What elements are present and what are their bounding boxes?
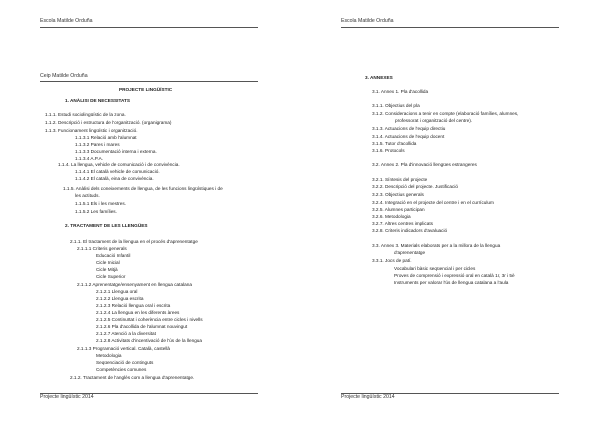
school-name: Ceip Matilde Orduña [40, 73, 88, 79]
page-footer: Projecte lingüístic 2014 [341, 394, 395, 400]
toc-entry: 2.1.2.2 Llengua escrita [96, 296, 144, 301]
page-header: Escola Matilde Orduña [341, 18, 394, 24]
toc-entry: les actituds. [75, 193, 100, 198]
toc-entry: 3.1.2. Consideracions a tenir en compte (elaboració famílies, alumnes, [372, 111, 519, 116]
toc-entry: 1.1.3.2 Pares i mares [75, 142, 120, 147]
toc-entry: 3.1.1. Objectius del pla [372, 103, 420, 108]
toc-entry: professorat i organització del centre). [395, 118, 473, 123]
toc-entry: Educació Infantil [96, 253, 131, 258]
school-rule [40, 81, 258, 82]
toc-entry: Metodologia [96, 353, 122, 358]
toc-entry: 1.1.1. Estudi sociolingüístic de la zona. [45, 112, 126, 117]
toc-entry: 1.1.3. Funcionament lingüístic i organització. [45, 128, 138, 133]
toc-entry: 2.1.1.3 Programació vertical. Català, castellà [77, 346, 171, 351]
toc-entry: 3.2.4. Integració en el projecte del centre i en el currículum [372, 200, 494, 205]
toc-entry: 1.1.2. Descripció i estructura de l'organització. (organigrama) [45, 120, 172, 125]
toc-entry: 3.1.5. Tutor d'acollida [372, 141, 417, 146]
toc-entry: Seqüenciació de continguts [96, 360, 154, 365]
toc-entry: 2.1.1.1 Criteris generals [77, 246, 127, 251]
toc-entry: Competències comunes [96, 367, 147, 372]
toc-entry: 3.2.3. Objectius generals [372, 192, 424, 197]
toc-entry: 2.1.2.4 La llengua en les diferents àrees [96, 310, 180, 315]
toc-entry: d'aprenentatge [394, 250, 426, 255]
toc-entry: Cicle Superior [96, 274, 126, 279]
toc-entry: 3.2.7. Altres centres implicats [372, 221, 433, 226]
toc-entry: 3.3. Annex 3. Materials elaborats per a la millora de la llengua [372, 243, 501, 248]
toc-entry: 3.1.6. Protocols [372, 148, 405, 153]
toc-entry: 2.1.2.7 Atenció a la diversitat [96, 331, 156, 336]
toc-entry: 1.1.3.4 A.P.A. [75, 156, 104, 161]
toc-entry: 1.1.3.3 Documentació interna i externa. [75, 149, 157, 154]
toc-entry: 2.1.2.1 Llengua oral [96, 289, 138, 294]
header-rule [341, 27, 559, 28]
toc-entry: Proves de comprensió i expressió oral en català 1r, 3r i 5è [394, 273, 515, 278]
toc-entry: 3.2.8. Criteris indicadors d'avaluació [372, 228, 448, 233]
toc-entry: 2.1.1.2 Aprenentatge/ensenyament en llengua catalana [77, 282, 192, 287]
toc-entry: 3.2.2. Descripció del projecte. Justificació [372, 184, 458, 189]
toc-entry: Cicle Mitjà [96, 267, 118, 272]
toc-entry: 2.1.2.8 Activitats d'incentivació de l'ús de la llengua [96, 338, 203, 343]
toc-entry: 1.1.4. La llengua, vehicle de comunicació i de convivència. [58, 162, 180, 167]
document-title: PROJECTE LINGÜÍSTIC [119, 87, 173, 92]
toc-entry: 2.1.2. Tractament de l'anglès com a llengua d'aprenentatge. [70, 375, 195, 380]
toc-entry: 3.2.1. Síntesis del projecte [372, 177, 428, 182]
toc-entry: 1.1.5.1 Els i les mestres. [75, 201, 127, 206]
section-heading: 2. TRACTAMENT DE LES LLENGÜES [65, 223, 148, 228]
page-footer: Projecte lingüístic 2014 [40, 394, 94, 400]
toc-entry: 1.1.5. Anàlisi dels coneixements de llengua, de les funcions lingüístiques i de [63, 186, 223, 191]
toc-entry: 1.1.5.2 Les famílies. [75, 209, 117, 214]
toc-entry: 3.2.5. Alumnes participan [372, 207, 425, 212]
toc-entry: 3.2.6. Metodologia [372, 214, 411, 219]
header-rule [40, 27, 258, 28]
toc-entry: 3.3.1. Jocs de patí. [372, 258, 412, 263]
toc-entry: Cicle Inicial [96, 260, 120, 265]
section-heading: 3. ANNEXES [365, 75, 393, 80]
toc-entry: 3.2. Annex 2. Pla d'innovació llengües estrangeres [372, 162, 477, 167]
toc-entry: 3.1. Annex 1. Pla d'acollida [372, 89, 429, 94]
toc-entry: 2.1.2.3 Relació llengua oral i escrita [96, 303, 171, 308]
section-heading: 1. ANÀLISI DE NECESSITATS [65, 98, 131, 103]
toc-entry: 1.1.4.1 El català vehicle de comunicació. [75, 169, 160, 174]
page-header: Escola Matilde Orduña [40, 18, 93, 24]
toc-entry: 1.1.4.2 El català, eina de convivència. [75, 176, 154, 181]
right-page [300, 0, 600, 424]
toc-entry: 2.1.1. El tractament de la llengua en el procés d'aprenentatge [70, 239, 198, 244]
toc-entry: 2.1.2.5 Continuïtat i coherència entre cicles i nivells [96, 317, 203, 322]
toc-entry: Vocabulari bàsic seqüencial i per cicles [394, 266, 476, 271]
toc-entry: Instruments per valorar l'ús de llengua catalana a l'aula [394, 280, 509, 285]
toc-entry: 1.1.3.1 Relació amb l'alumnat [75, 135, 137, 140]
toc-entry: 3.1.4. Actuacions de l'equip docent [372, 134, 445, 139]
toc-entry: 3.1.3. Actuacions de l'equip directiu [372, 126, 446, 131]
toc-entry: 2.1.2.6 Pla d'acollida de l'alumnat nouvingut [96, 324, 188, 329]
